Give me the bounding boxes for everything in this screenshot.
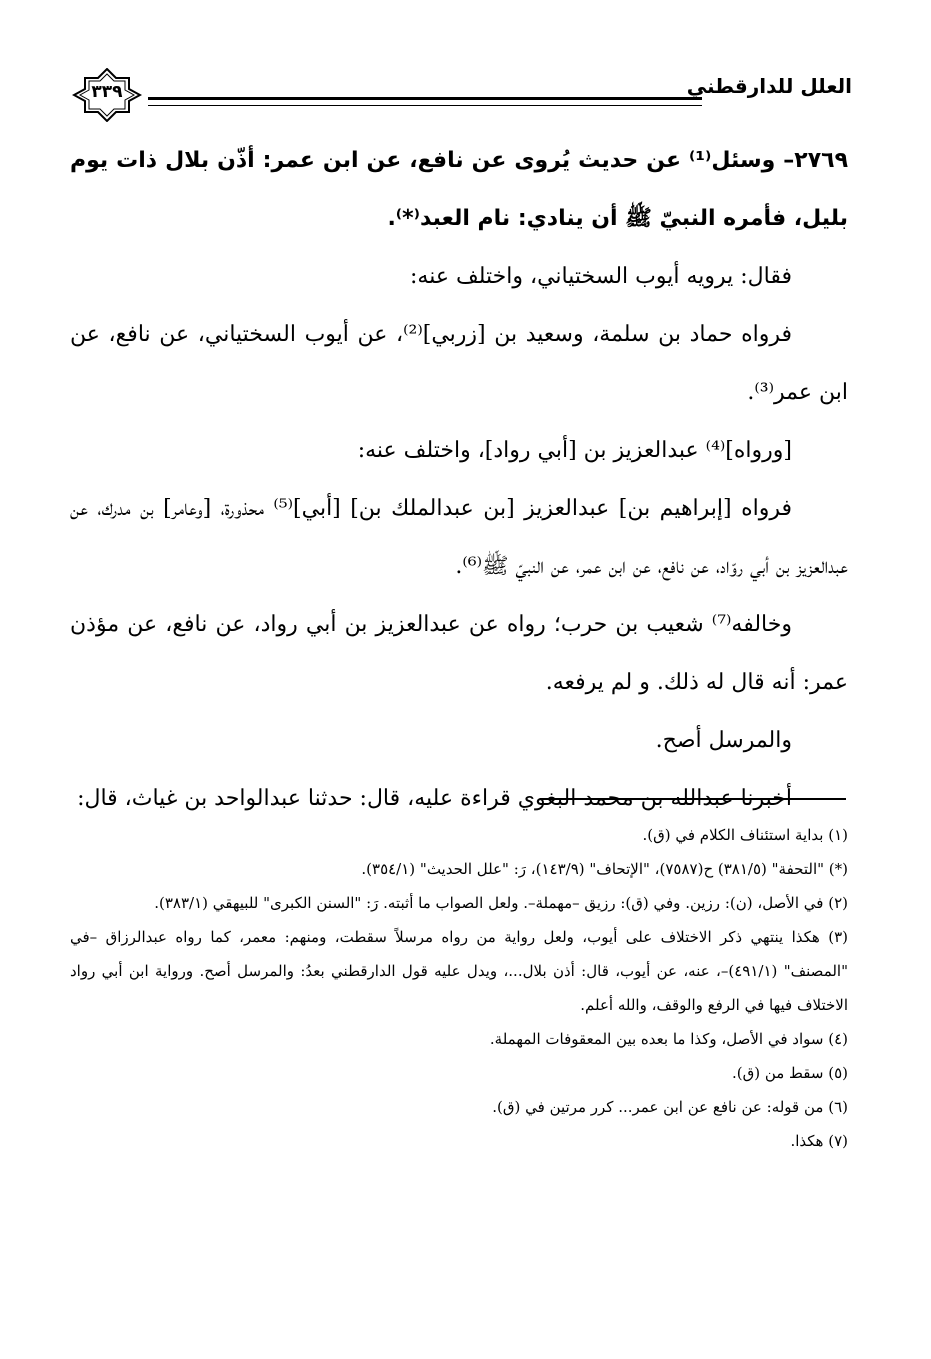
paragraph: فرواه حماد بن سلمة، وسعيد بن [زربي]⁽²⁾، عن أيوب السختياني، عن نافع، عن ابن عمر⁽³⁾. (70, 322, 848, 405)
header-rule (148, 97, 702, 106)
footnote: (٦) من قوله: عن نافع عن ابن عمر... كرر مرتين في (ق). (492, 1098, 848, 1116)
footnote: (٧) هكذا. (790, 1132, 848, 1150)
footnote-separator (540, 798, 846, 800)
entry-number: ٢٧٦٩ (794, 148, 848, 173)
page-number: ٣٣٩ (91, 82, 123, 102)
main-text (70, 132, 848, 828)
paragraph: وخالفه⁽⁷⁾ شعيب بن حرب؛ رواه عن عبدالعزيز بن أبي رواد، عن نافع، عن مؤذن عمر: أنه قال له ذلك. و لم يرفعه. (70, 612, 848, 695)
footnote: (*) "التحفة" (٣٨١/٥) ح(٧٥٨٧)، "الإتحاف" (١٤٣/٩)، رَ: "علل الحديث" (٣٥٤/١). (361, 860, 848, 878)
paragraph: [ورواه]⁽⁴⁾ عبدالعزيز بن [أبي رواد]، واختلف عنه: (357, 438, 792, 463)
page-header (60, 60, 852, 130)
footnotes (70, 818, 848, 1158)
paragraph: فرواه [إبراهيم بن] عبدالعزيز [بن عبدالملك بن] [أبي]⁽⁵⁾ محذورة، [وعامر] بن مدرك، عن عبدالعزيز بن أبي روّاد، عن نافع، عن ابن عمر، عن النبيّ ﷺ⁽⁶⁾. (70, 496, 848, 579)
footnote: (٥) سقط من (ق). (731, 1064, 848, 1082)
book-title: العلل للدارقطني (686, 74, 852, 98)
footnote: (١) بداية استئناف الكلام في (ق). (642, 826, 848, 844)
page-number-badge (72, 68, 142, 122)
paragraph: أخبرنا عبدالله بن محمد البغوي قراءة عليه، قال: حدثنا عبدالواحد بن غياث، قال: (77, 786, 792, 811)
paragraph: فقال: يرويه أيوب السختياني، واختلف عنه: (409, 264, 792, 289)
paragraph: والمرسل أصح. (655, 728, 792, 753)
footnote: (٣) هكذا ينتهي ذكر الاختلاف على أيوب، ولعل رواية من رواه مرسلاً سقطت، ومنهم: معمر، كما رواه عبدالرزاق –في "المصنف" (٤٩١/١)–، عنه، عن أيوب، قال: أذن بلال...، ويدل عليه قول الدارقطني بعدُ: والمرسل أصح. ورواية ابن أبي رواد الاختلاف فيها في الرفع والوقف، والله أعلم. (70, 928, 849, 1014)
footnote: (٤) سواد في الأصل، وكذا ما بعده بين المعقوفات المهملة. (489, 1030, 848, 1048)
entry-heading (70, 132, 848, 248)
footnote: (٢) في الأصل، (ن): رزين. وفي (ق): رزيق –مهملة–. ولعل الصواب ما أثبته. رَ: "السنن الكبرى" للبيهقي (٣٨٣/١). (154, 894, 848, 912)
entry-question: – وسئل⁽¹⁾ عن حديث يُروى عن نافع، عن ابن عمر: أذّن بلال ذات يوم بليل، فأمره النبيّ ﷺ أن ينادي: نام العبد⁽*⁾. (70, 148, 848, 231)
